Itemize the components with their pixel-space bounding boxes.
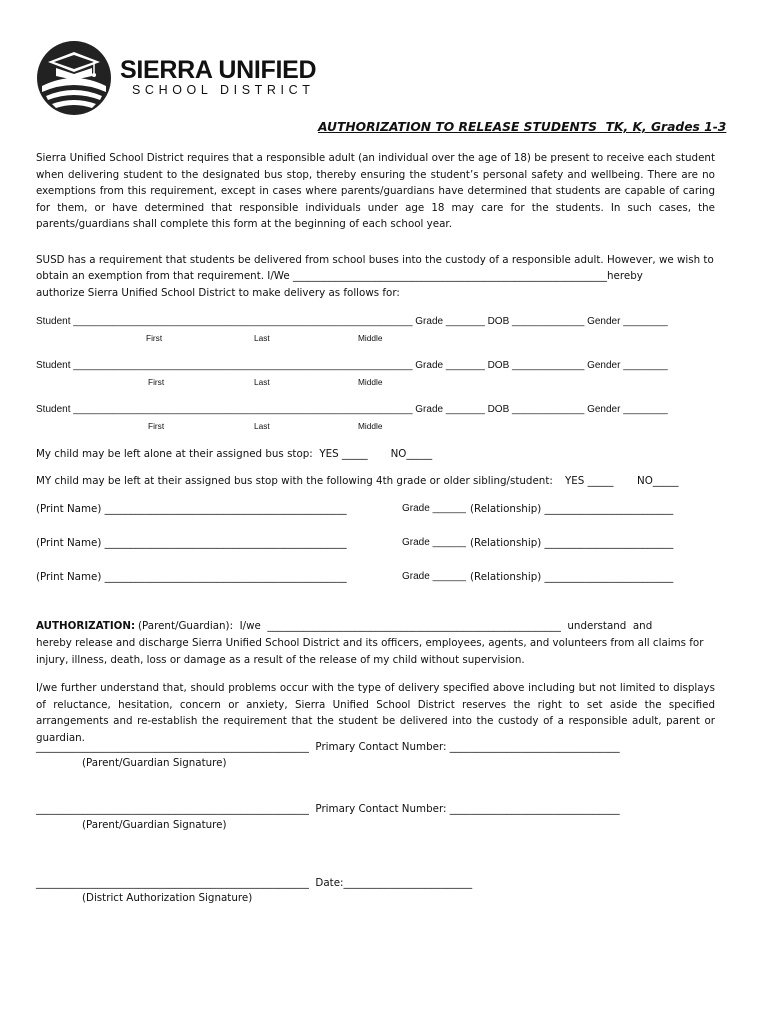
signature-caption: (Parent/Guardian Signature) — [82, 757, 227, 769]
student-line[interactable]: Student _____________________________________________________________ Grade _______ DOB _____________ Gender ________ — [36, 404, 668, 415]
exemption-line-1: SUSD has a requirement that students be delivered from school buses into the custody of a responsible adult. However, we wish to — [36, 254, 714, 266]
sibling-yes-field[interactable]: YES _____ — [565, 475, 614, 487]
middle-caption: Middle — [358, 377, 383, 387]
authorization-line-1[interactable]: (Parent/Guardian): I/we _________________________________________________________ understand and — [138, 620, 653, 632]
authorization-line-3: injury, illness, death, loss or damage as a result of the release of my child without supervision. — [36, 654, 525, 666]
relationship-field[interactable]: (Relationship) _________________________ — [470, 571, 674, 583]
signature-line[interactable]: _____________________________________________________ Primary Contact Number: _________________________________ — [36, 741, 620, 753]
grade-field[interactable]: Grade ______ — [402, 537, 466, 548]
signature-caption: (District Authorization Signature) — [82, 892, 253, 904]
sibling-question: MY child may be left at their assigned bus stop with the following 4th grade or older sibling/student: — [36, 475, 553, 487]
relationship-field[interactable]: (Relationship) _________________________ — [470, 537, 674, 549]
last-caption: Last — [254, 421, 270, 431]
signature-line[interactable]: _____________________________________________________ Date:_________________________ — [36, 877, 473, 889]
grade-field[interactable]: Grade ______ — [402, 571, 466, 582]
student-line[interactable]: Student _____________________________________________________________ Grade _______ DOB _____________ Gender ________ — [36, 360, 668, 371]
middle-caption: Middle — [358, 333, 383, 343]
form-title: AUTHORIZATION TO RELEASE STUDENTS TK, K, Grades 1-3 — [318, 120, 727, 134]
relationship-field[interactable]: (Relationship) _________________________ — [470, 503, 674, 515]
exemption-line-3: authorize Sierra Unified School District to make delivery as follows for: — [36, 287, 400, 299]
signature-line[interactable]: _____________________________________________________ Primary Contact Number: _________________________________ — [36, 803, 620, 815]
middle-caption: Middle — [358, 421, 383, 431]
intro-paragraph: Sierra Unified School District requires that a responsible adult (an individual over the age of 18) be present to receive each student when delivering student to the designated bus stop, thereby ensuring the student’s personal safety and wellbeing. There are no exemptions from this requirement, except in cases where parents/guardians have determined that students are capable of caring for them, or have determined that responsible individuals under age 18 may care for the students. In such cases, the parents/guardians shall complete this form at the beginning of each school year. — [36, 152, 715, 230]
print-name-field[interactable]: (Print Name) _______________________________________________ — [36, 537, 347, 549]
sibling-no-field[interactable]: NO_____ — [637, 475, 679, 487]
authorization-line-2: hereby release and discharge Sierra Unified School District and its officers, employees, agents, and volunteers from all claims for — [36, 637, 704, 649]
first-caption: First — [148, 377, 165, 387]
mountain-graduation-cap-icon — [36, 40, 112, 116]
further-paragraph: I/we further understand that, should problems occur with the type of delivery specified above including but not limited to displays of reluctance, hesitation, concern or anxiety, Sierra Unified School District reserves the right to set aside the specified arrangements and re-establish the requirement that the student be delivered into the custody of a responsible adult, parent or guardian. — [36, 682, 715, 744]
district-logo — [36, 40, 112, 116]
student-line[interactable]: Student _____________________________________________________________ Grade _______ DOB _____________ Gender ________ — [36, 316, 668, 327]
exemption-line-2: obtain an exemption from that requirement. I/We _____________________________________________________________hereby — [36, 270, 643, 282]
grade-field[interactable]: Grade ______ — [402, 503, 466, 514]
first-caption: First — [148, 421, 165, 431]
signature-caption: (Parent/Guardian Signature) — [82, 819, 227, 831]
last-caption: Last — [254, 333, 270, 343]
alone-question[interactable]: My child may be left alone at their assigned bus stop: YES _____ NO_____ — [36, 448, 433, 460]
first-caption: First — [146, 333, 163, 343]
district-name: SIERRA UNIFIED — [120, 56, 317, 84]
print-name-field[interactable]: (Print Name) _______________________________________________ — [36, 503, 347, 515]
district-subtitle: SCHOOL DISTRICT — [132, 83, 315, 97]
authorization-heading: AUTHORIZATION: — [36, 620, 136, 632]
last-caption: Last — [254, 377, 270, 387]
print-name-field[interactable]: (Print Name) _______________________________________________ — [36, 571, 347, 583]
